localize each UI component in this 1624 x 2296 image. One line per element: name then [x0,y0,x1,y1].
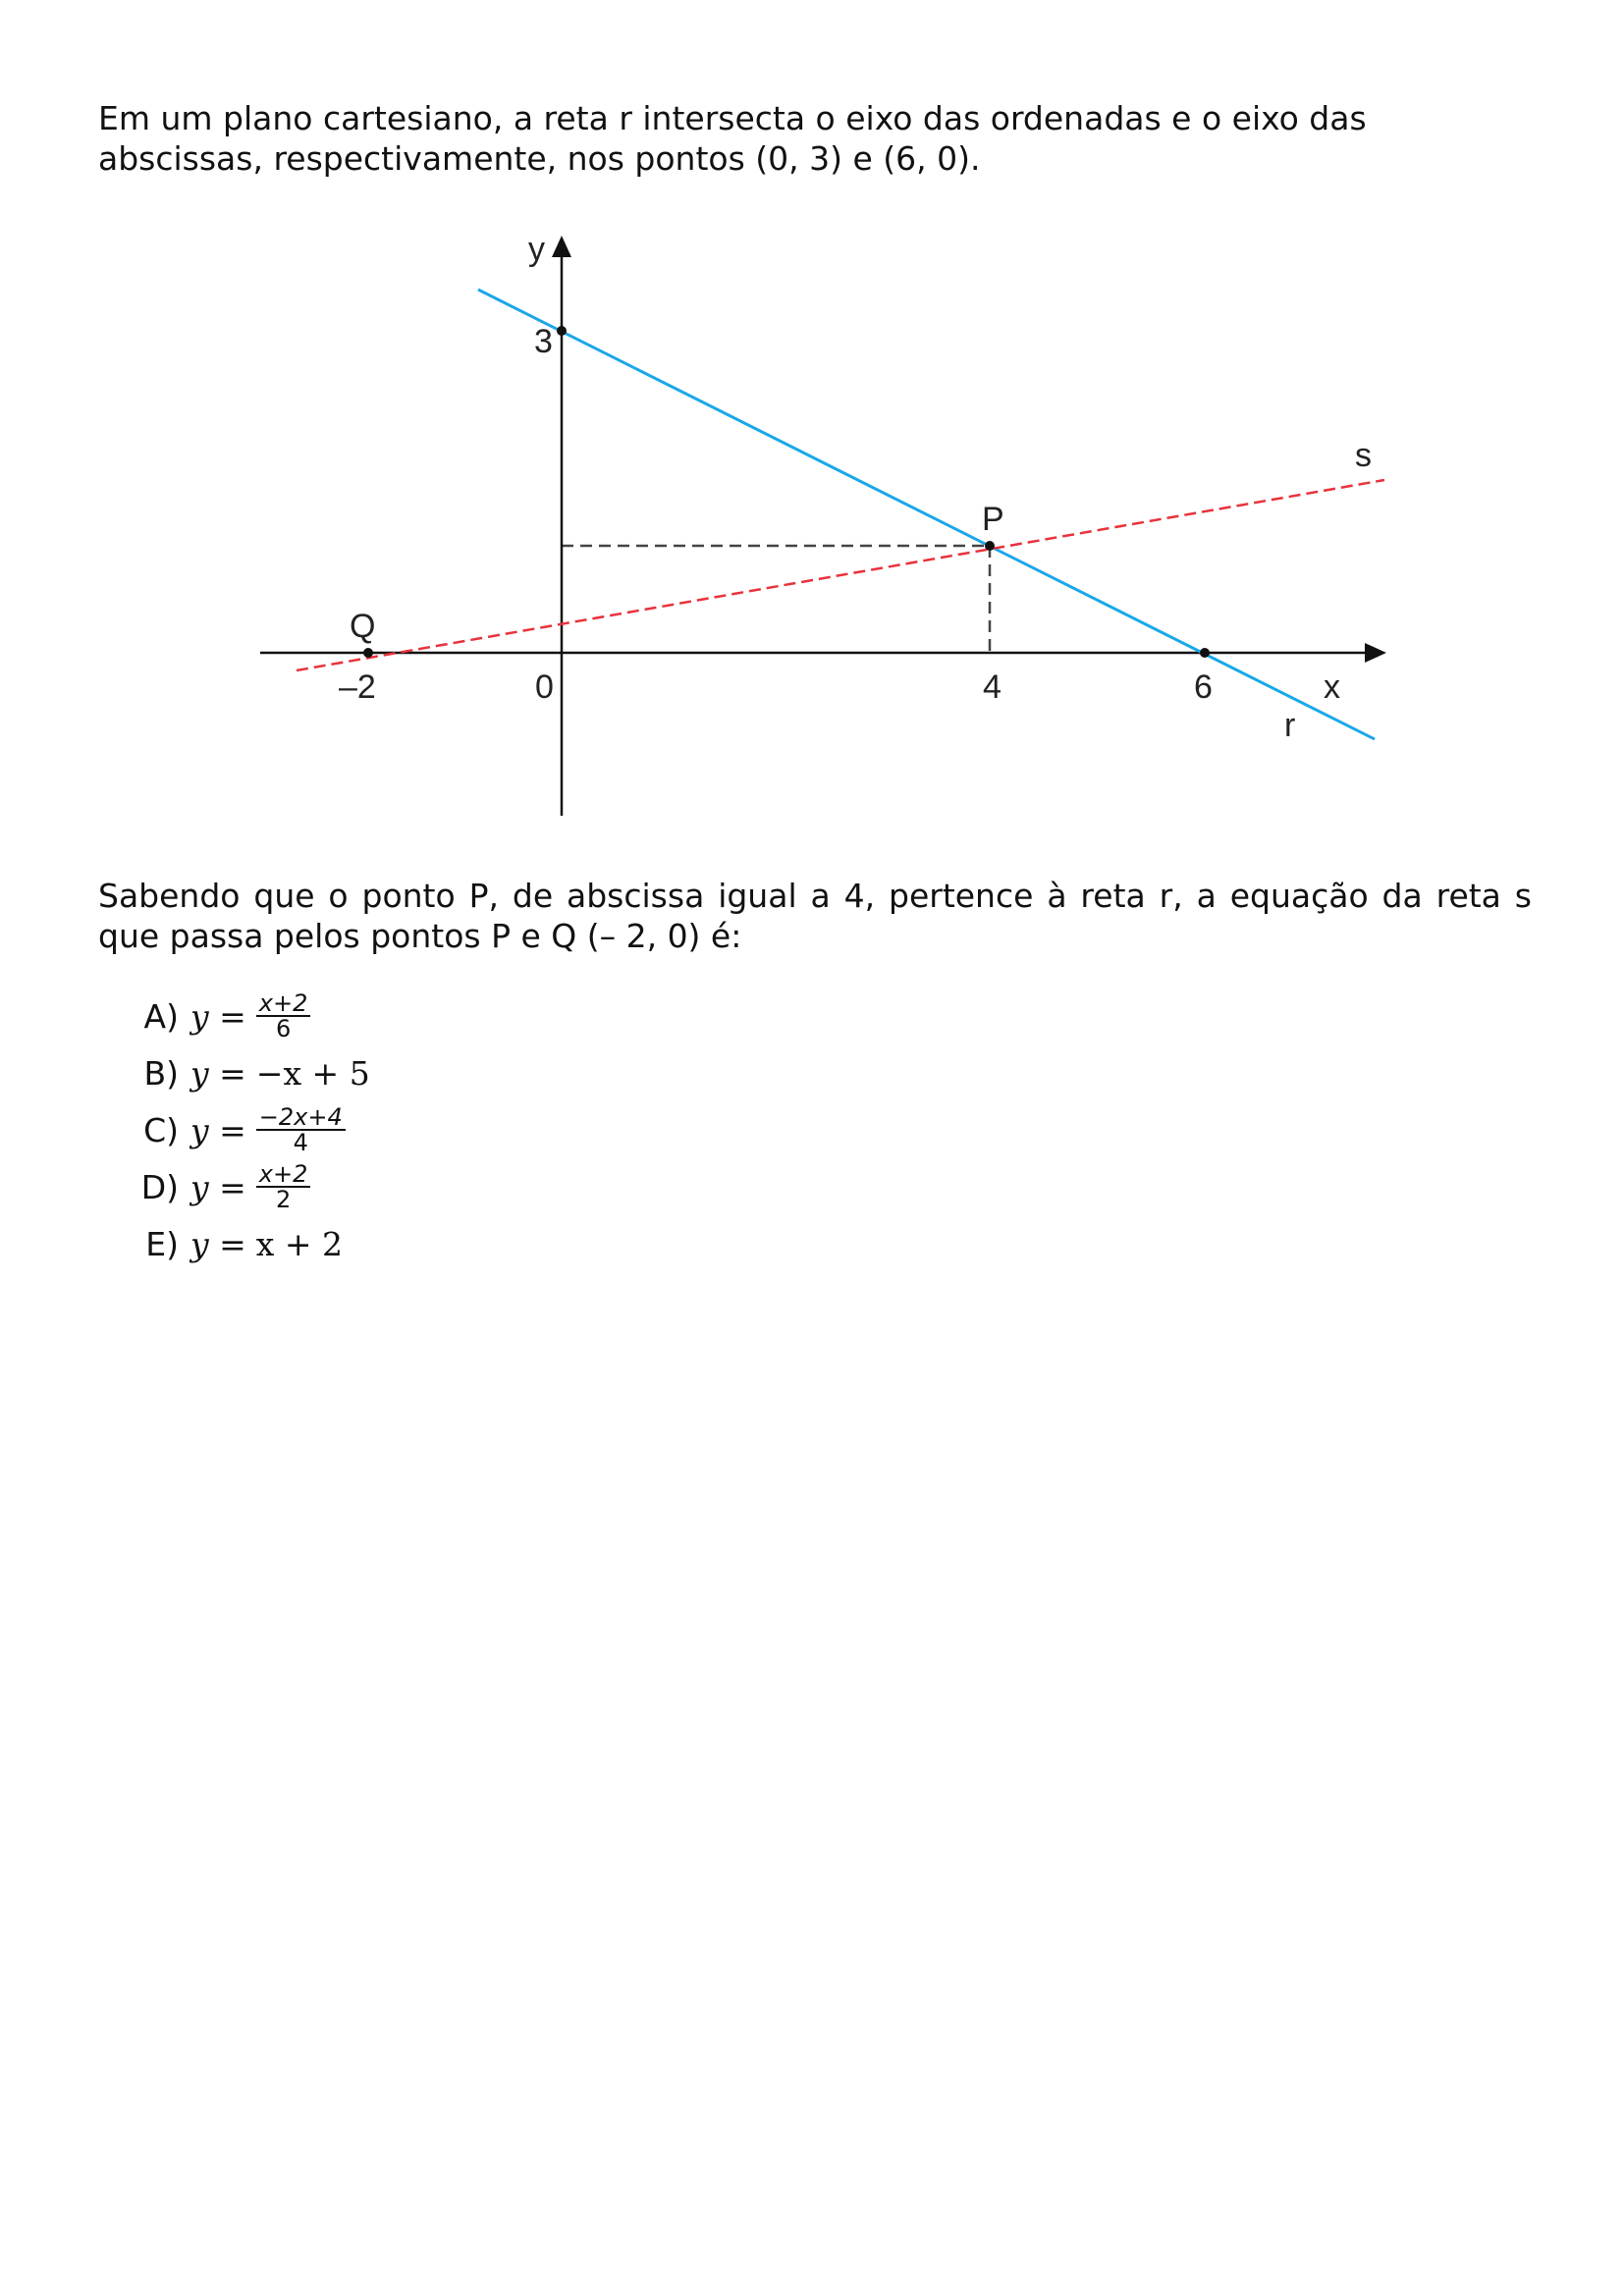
x-axis-arrow [1365,643,1386,663]
option-lhs: y = [190,1110,246,1149]
axis-y-label: y [528,231,545,268]
option-letter: A) [143,996,179,1036]
point-P-label: P [982,501,1004,538]
option-lhs: y = [190,996,246,1036]
point-Q-label: Q [350,608,376,645]
option-letter: E) [145,1224,179,1263]
option-e[interactable] [128,1219,370,1268]
question-text: Sabendo que o ponto P, de abscissa igual a 4, pertence à reta r, a equação da reta s que passa pelos pontos P e Q (– 2, 0) é: [98,877,1532,955]
option-letter: D) [140,1167,179,1206]
fraction-numerator: x+2 [256,1162,311,1188]
fraction-numerator: −2x+4 [256,1105,346,1131]
answer-options [128,991,370,1276]
point-y-intercept [557,326,567,336]
tick-x-4: 4 [983,668,1001,706]
tick-x-6: 6 [1194,668,1213,706]
point-x-intercept [1200,648,1210,658]
line-r-label: r [1284,707,1296,744]
option-lhs: y = [190,1224,246,1263]
line-s-label: s [1355,437,1372,474]
line-s [297,480,1384,670]
fraction-denominator: 2 [275,1186,292,1213]
option-expression: x + 2 [255,1224,344,1263]
y-axis-arrow [552,236,571,257]
option-letter: B) [143,1053,179,1093]
option-c[interactable] [128,1105,370,1154]
fraction-numerator: x+2 [256,991,311,1017]
fraction [256,1162,311,1211]
intro-text: Em um plano cartesiano, a reta r intersecta o eixo das ordenadas e o eixo das abscissas, respectivamente, nos pontos (0, 3) e (6, 0). [98,99,1367,178]
option-lhs: y = [190,1053,246,1093]
fraction-denominator: 6 [275,1015,292,1042]
option-lhs: y = [190,1167,246,1206]
point-P [985,541,995,551]
tick-x-neg2: –2 [339,668,376,706]
cartesian-graph [245,221,1404,829]
fraction [256,1105,346,1154]
fraction-denominator: 4 [293,1129,308,1156]
option-letter: C) [143,1110,179,1149]
point-Q [363,648,373,658]
option-b[interactable] [128,1048,370,1097]
fraction [256,991,311,1041]
axis-x-label: x [1324,668,1340,706]
tick-x-0: 0 [535,668,554,706]
line-r [478,290,1375,739]
option-expression: −x + 5 [255,1053,370,1093]
option-a[interactable] [128,991,370,1041]
option-d[interactable] [128,1162,370,1211]
tick-y-3: 3 [534,323,553,360]
